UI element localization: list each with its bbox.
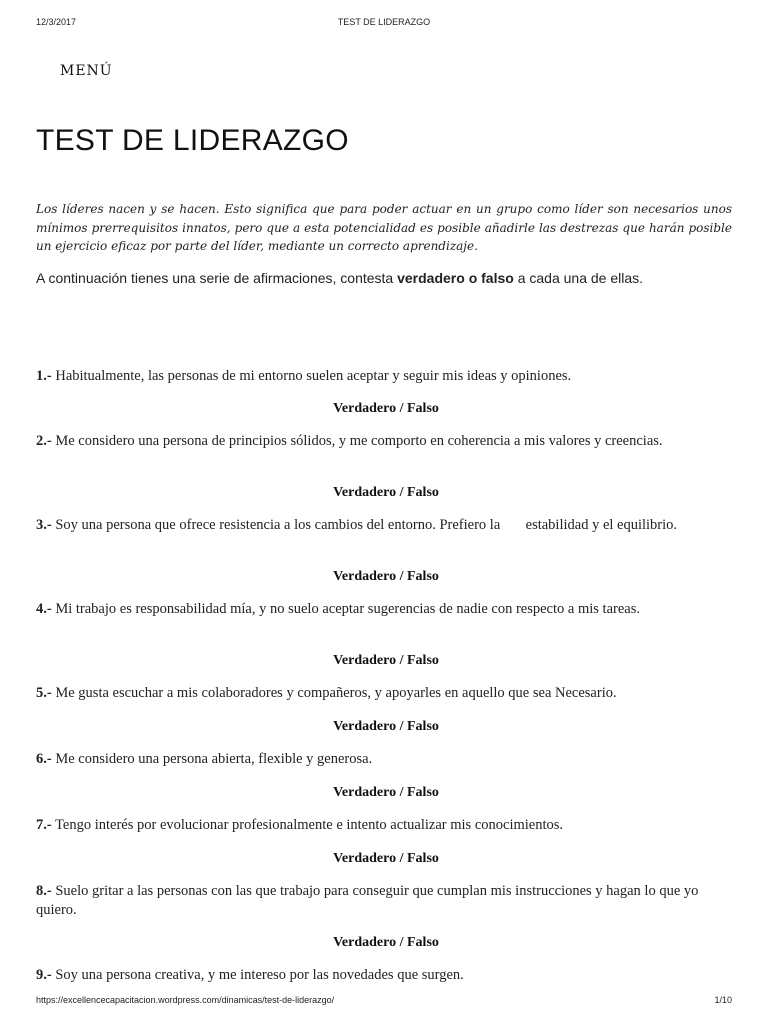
question-item	[36, 816, 736, 849]
answer-row	[36, 651, 736, 684]
print-footer-url: https://excellencecapacitacion.wordpress.com/dinamicas/test-de-liderazgo/	[36, 995, 335, 1005]
answer-options[interactable]: Verdadero / Falso	[333, 935, 439, 950]
question-number: 5.-	[36, 685, 52, 701]
answer-row	[36, 483, 736, 516]
question-text	[36, 966, 736, 985]
print-header-date: 12/3/2017	[36, 17, 77, 27]
print-header	[0, 17, 768, 31]
question-number: 9.-	[36, 967, 52, 983]
question-item	[36, 882, 736, 933]
print-footer	[0, 995, 768, 1009]
question-text	[36, 882, 736, 920]
print-footer-page: 1/10	[714, 995, 732, 1005]
answer-row	[36, 783, 736, 816]
answer-options[interactable]: Verdadero / Falso	[333, 569, 439, 584]
answer-options[interactable]: Verdadero / Falso	[333, 485, 439, 500]
menu-button[interactable]: MENÚ	[60, 63, 113, 79]
question-text	[36, 750, 736, 769]
print-header-title: TEST DE LIDERAZGO	[337, 17, 431, 27]
question-number: 8.-	[36, 883, 52, 899]
question-body: Mi trabajo es responsabilidad mía, y no suelo aceptar sugerencias de nadie con respecto a mis tareas.	[51, 601, 640, 617]
answer-options[interactable]: Verdadero / Falso	[333, 785, 439, 800]
question-number: 4.-	[36, 601, 52, 617]
question-body: Tengo interés por evolucionar profesionalmente e intento actualizar mis conocimientos.	[51, 817, 564, 833]
answer-row	[36, 567, 736, 600]
question-body: Me considero una persona de principios sólidos, y me comporto en coherencia a mis valores y creencias.	[51, 433, 663, 449]
question-item	[36, 600, 736, 651]
question-body: Me considero una persona abierta, flexible y generosa.	[51, 751, 373, 767]
answer-options[interactable]: Verdadero / Falso	[333, 653, 439, 668]
instructions-bold: verdadero o falso	[397, 270, 514, 286]
instructions-paragraph	[36, 270, 736, 286]
question-item	[36, 684, 736, 717]
answer-options[interactable]: Verdadero / Falso	[333, 401, 439, 416]
page-title: TEST DE LIDERAZGO	[36, 124, 349, 157]
question-item	[36, 966, 736, 990]
question-text	[36, 516, 736, 535]
question-text	[36, 367, 736, 386]
question-number: 7.-	[36, 817, 52, 833]
question-number: 2.-	[36, 433, 52, 449]
answer-row	[36, 933, 736, 966]
answer-row	[36, 717, 736, 750]
question-item	[36, 367, 736, 399]
question-text	[36, 816, 736, 835]
question-text	[36, 600, 736, 619]
question-text	[36, 432, 736, 451]
questions-list	[36, 367, 736, 990]
instructions-text-before: A continuación tienes una serie de afirmaciones, contesta	[36, 270, 398, 286]
question-body: Soy una persona creativa, y me intereso por las novedades que surgen.	[51, 967, 464, 983]
answer-row	[36, 849, 736, 882]
question-item	[36, 750, 736, 783]
question-body: Habitualmente, las personas de mi entorno suelen aceptar y seguir mis ideas y opiniones.	[51, 368, 572, 384]
answer-options[interactable]: Verdadero / Falso	[333, 719, 439, 734]
answer-row	[36, 399, 736, 432]
instructions-text-after: a cada una de ellas.	[513, 270, 644, 286]
question-body: Suelo gritar a las personas con las que trabajo para conseguir que cumplan mis instrucciones y hagan lo que yo quiero.	[36, 883, 699, 918]
answer-options[interactable]: Verdadero / Falso	[333, 851, 439, 866]
question-number: 3.-	[36, 517, 52, 533]
question-item	[36, 432, 736, 483]
question-number: 6.-	[36, 751, 52, 767]
question-text	[36, 684, 736, 703]
question-body: Soy una persona que ofrece resistencia a los cambios del entorno. Prefiero la estabilidad y el equilibrio.	[51, 517, 678, 533]
question-item	[36, 516, 736, 567]
intro-paragraph: Los líderes nacen y se hacen. Esto significa que para poder actuar en un grupo como líder son necesarios unos mínimos prerrequisitos innatos, pero que a esta potencialidad es posible añadirle las destrezas que harán posible un ejercicio eficaz por parte del líder, mediante un correcto aprendizaje.	[36, 202, 732, 253]
question-body: Me gusta escuchar a mis colaboradores y compañeros, y apoyarles en aquello que sea Necesario.	[51, 685, 617, 701]
question-number: 1.-	[36, 368, 52, 384]
